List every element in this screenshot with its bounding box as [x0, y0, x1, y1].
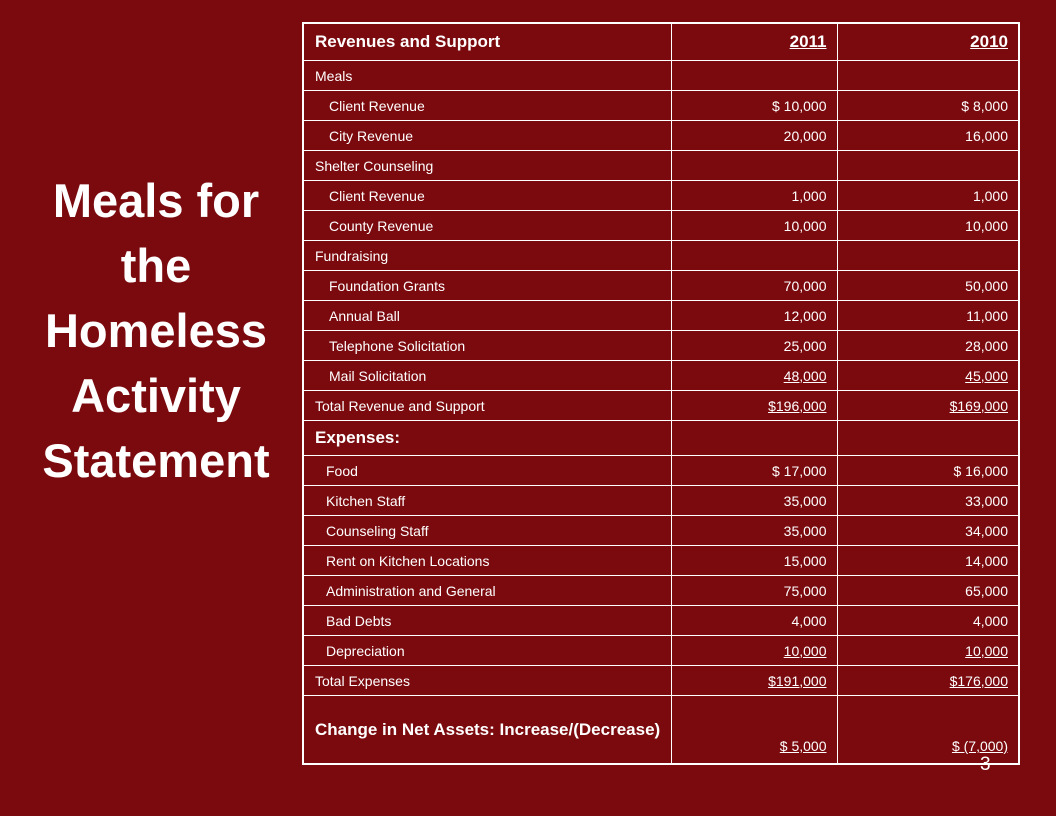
row-label: Change in Net Assets: Increase/(Decrease): [303, 696, 671, 765]
row-value-2011: 12,000: [671, 301, 837, 331]
row-value-2011: [671, 151, 837, 181]
title-line: the: [120, 239, 192, 292]
row-value-2010: [837, 421, 1019, 456]
row-value-2011: 1,000: [671, 181, 837, 211]
row-label: City Revenue: [303, 121, 671, 151]
row-value-2010: 10,000: [837, 211, 1019, 241]
row-value-2011: 35,000: [671, 486, 837, 516]
table-row: [303, 271, 1019, 301]
row-label: Rent on Kitchen Locations: [303, 546, 671, 576]
table-row-total-revenue: [303, 391, 1019, 421]
row-value-2010: 28,000: [837, 331, 1019, 361]
row-value-2010: 34,000: [837, 516, 1019, 546]
row-label: Client Revenue: [303, 91, 671, 121]
row-label: Bad Debts: [303, 606, 671, 636]
row-value-2011: 10,000: [671, 211, 837, 241]
table-row-total-expenses: [303, 666, 1019, 696]
table-row: [303, 361, 1019, 391]
row-value-2010: [837, 241, 1019, 271]
underlined-value: $ (7,000): [951, 738, 1008, 754]
row-value-2011: [671, 241, 837, 271]
title-line: Statement: [42, 434, 270, 487]
row-label: Fundraising: [303, 241, 671, 271]
row-label: Food: [303, 456, 671, 486]
row-value-2010: 65,000: [837, 576, 1019, 606]
underlined-value: $169,000: [949, 397, 1008, 414]
row-label: Counseling Staff: [303, 516, 671, 546]
header-year-2011: 2011: [671, 23, 837, 61]
row-value-2011: 35,000: [671, 516, 837, 546]
table-row: [303, 211, 1019, 241]
row-value-2010: [837, 696, 1019, 765]
table-row: [303, 606, 1019, 636]
row-label: Client Revenue: [303, 181, 671, 211]
header-label: Revenues and Support: [303, 23, 671, 61]
page-number: 3: [980, 754, 991, 775]
title-line: Meals for: [52, 174, 260, 227]
row-label: Administration and General: [303, 576, 671, 606]
row-value-2011: [671, 391, 837, 421]
row-label: Meals: [303, 61, 671, 91]
row-value-2010: [837, 666, 1019, 696]
slide-title: [22, 168, 290, 493]
row-value-2010: 4,000: [837, 606, 1019, 636]
table-row: [303, 91, 1019, 121]
row-value-2010: 16,000: [837, 121, 1019, 151]
underlined-value: 48,000: [783, 367, 827, 384]
row-value-2010: 1,000: [837, 181, 1019, 211]
table-row-section-fundraising: [303, 241, 1019, 271]
row-label: County Revenue: [303, 211, 671, 241]
row-label: Telephone Solicitation: [303, 331, 671, 361]
row-value-2011: 75,000: [671, 576, 837, 606]
table-row: [303, 576, 1019, 606]
row-value-2011: 70,000: [671, 271, 837, 301]
row-value-2010: 33,000: [837, 486, 1019, 516]
table-row-change-net-assets: [303, 696, 1019, 765]
row-value-2010: $ 16,000: [837, 456, 1019, 486]
row-value-2011: 20,000: [671, 121, 837, 151]
row-value-2010: 14,000: [837, 546, 1019, 576]
underlined-value: $176,000: [949, 672, 1008, 689]
row-value-2011: $ 10,000: [671, 91, 837, 121]
table-row: [303, 301, 1019, 331]
header-year-2010: 2010: [837, 23, 1019, 61]
table-row-section-meals: [303, 61, 1019, 91]
row-value-2010: 11,000: [837, 301, 1019, 331]
row-value-2010: [837, 61, 1019, 91]
table-row: [303, 121, 1019, 151]
row-label: Depreciation: [303, 636, 671, 666]
row-label: Total Expenses: [303, 666, 671, 696]
underlined-value: $191,000: [768, 672, 827, 689]
row-value-2011: [671, 666, 837, 696]
row-value-2011: 4,000: [671, 606, 837, 636]
row-label: Mail Solicitation: [303, 361, 671, 391]
row-label: Shelter Counseling: [303, 151, 671, 181]
underlined-value: 10,000: [965, 642, 1008, 659]
row-value-2010: [837, 391, 1019, 421]
row-value-2011: [671, 61, 837, 91]
table-row: [303, 181, 1019, 211]
table-row: [303, 456, 1019, 486]
row-value-2010: [837, 361, 1019, 391]
table-row: [303, 636, 1019, 666]
row-value-2011: [671, 361, 837, 391]
underlined-value: 10,000: [783, 642, 827, 659]
table-row: [303, 486, 1019, 516]
table-row: [303, 331, 1019, 361]
underlined-value: 45,000: [965, 367, 1008, 384]
row-value-2011: 25,000: [671, 331, 837, 361]
title-line: Homeless: [44, 304, 268, 357]
table-row: [303, 516, 1019, 546]
row-label: Foundation Grants: [303, 271, 671, 301]
header-row: [303, 23, 1019, 61]
row-label: Total Revenue and Support: [303, 391, 671, 421]
underlined-value: $ 5,000: [779, 738, 827, 754]
row-value-2010: [837, 151, 1019, 181]
row-value-2010: 50,000: [837, 271, 1019, 301]
row-value-2010: [837, 636, 1019, 666]
underlined-value: $196,000: [768, 397, 827, 414]
row-label: Expenses:: [303, 421, 671, 456]
activity-statement-table: [302, 22, 1020, 765]
row-value-2011: [671, 696, 837, 765]
table-row-section-shelter: [303, 151, 1019, 181]
row-label: Kitchen Staff: [303, 486, 671, 516]
row-value-2010: $ 8,000: [837, 91, 1019, 121]
table-row-section-expenses: [303, 421, 1019, 456]
row-value-2011: [671, 636, 837, 666]
row-value-2011: $ 17,000: [671, 456, 837, 486]
row-value-2011: [671, 421, 837, 456]
title-line: Activity: [71, 369, 241, 422]
row-value-2011: 15,000: [671, 546, 837, 576]
row-label: Annual Ball: [303, 301, 671, 331]
table-row: [303, 546, 1019, 576]
